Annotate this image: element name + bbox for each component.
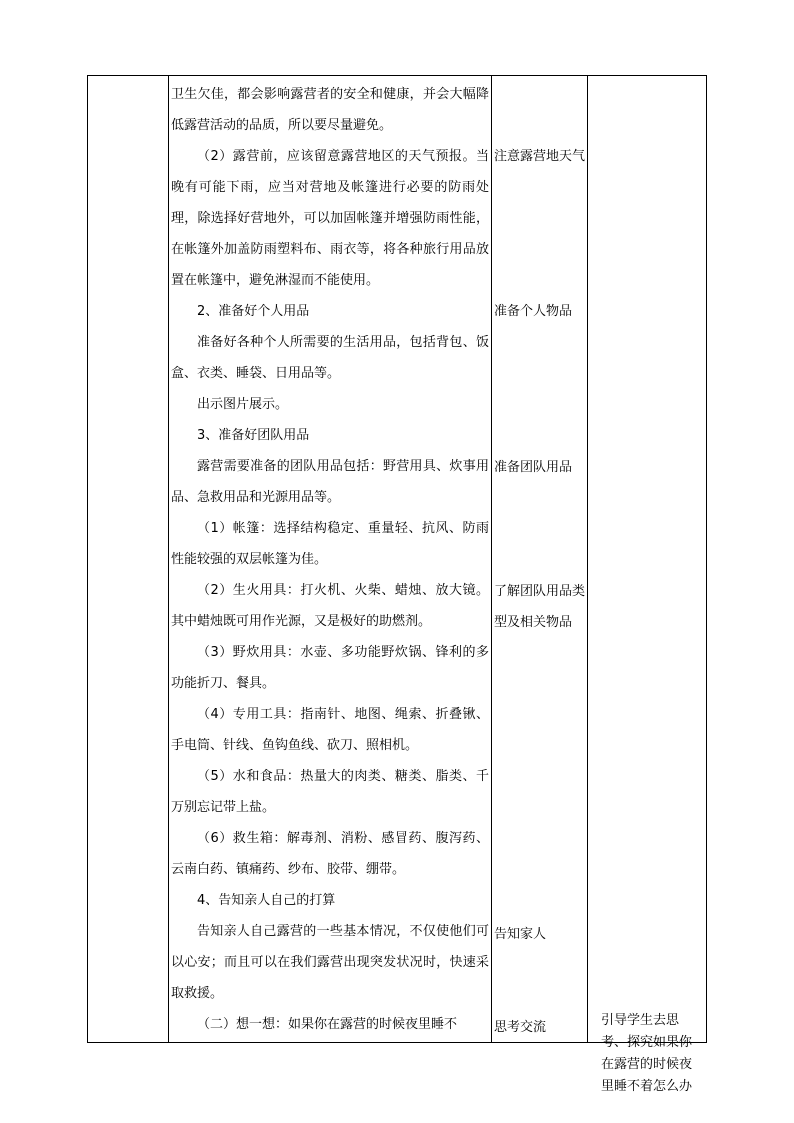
paragraph-team-items: 露营需要准备的团队用品包括：野营用具、炊事用品、急救用品和光源用品等。 — [171, 459, 489, 505]
paragraph-tent: （1）帐篷：选择结构稳定、重量轻、抗风、防雨性能较强的双层帐篷为佳。 — [171, 521, 489, 567]
paragraph-inform-family: 告知亲人自己露营的一些基本情况，不仅使他们可以心安；而且可以在我们露营出现突发状况时，快速采取救援。 — [171, 924, 489, 1001]
teaching-content — [171, 79, 489, 1040]
note-inform-family: 告知家人 — [494, 927, 547, 942]
heading-team-items: 3、准备好团队用品 — [197, 428, 310, 443]
paragraph-special-tools: （4）专用工具：指南针、地图、绳索、折叠锹、手电筒、针线、鱼钩鱼线、砍刀、照相机。 — [171, 707, 489, 753]
note-weather: 注意露营地天气 — [494, 149, 586, 164]
paragraph-fire-tools: （2）生火用具：打火机、火柴、蜡烛、放大镜。其中蜡烛既可用作光源，又是极好的助燃剂。 — [171, 583, 489, 629]
paragraph-water-food: （5）水和食品：热量大的肉类、糖类、脂类、千万别忘记带上盐。 — [171, 769, 489, 815]
heading-personal-items: 2、准备好个人用品 — [197, 304, 310, 319]
lesson-table — [87, 75, 707, 1043]
paragraph-think: （二）想一想：如果你在露营的时候夜里睡不 — [197, 1017, 458, 1032]
paragraph-cooking-tools: （3）野炊用具：水壶、多功能野炊锅、锋利的多功能折刀、餐具。 — [171, 645, 489, 691]
paragraph-first-aid: （6）救生箱：解毒剂、消粉、感冒药、腹泻药、云南白药、镇痛药、纱布、胶带、绷带。 — [171, 831, 489, 877]
guidance-note: 引导学生去思考、探究如果你在露营的时候夜里睡不着怎么办 — [601, 1013, 693, 1094]
note-understand-team-items: 了解团队用品类型及相关物品 — [494, 584, 586, 630]
paragraph-weather: （2）露营前，应该留意露营地区的天气预报。当晚有可能下雨，应当对营地及帐篷进行必要的防雨处理，除选择好营地外，可以加固帐篷并增强防雨性能，在帐篷外加盖防雨塑料布、雨衣等，将各种旅行用品放置在帐篷中，避免淋湿而不能使用。 — [171, 149, 489, 288]
paragraph-show-pictures: 出示图片展示。 — [197, 397, 289, 412]
paragraph-hygiene: 卫生欠佳，都会影响露营者的安全和健康，并会大幅降低露营活动的品质，所以要尽量避免。 — [171, 87, 489, 133]
note-personal-items: 准备个人物品 — [494, 304, 573, 319]
note-team-items: 准备团队用品 — [494, 460, 573, 475]
heading-inform-family: 4、告知亲人自己的打算 — [197, 893, 336, 908]
column-divider-1 — [168, 76, 169, 1042]
note-think-exchange: 思考交流 — [494, 1020, 547, 1035]
column-divider-3 — [587, 76, 588, 1042]
column-divider-2 — [491, 76, 492, 1042]
paragraph-personal-items: 准备好各种个人所需要的生活用品，包括背包、饭盒、衣类、睡袋、日用品等。 — [171, 335, 489, 381]
